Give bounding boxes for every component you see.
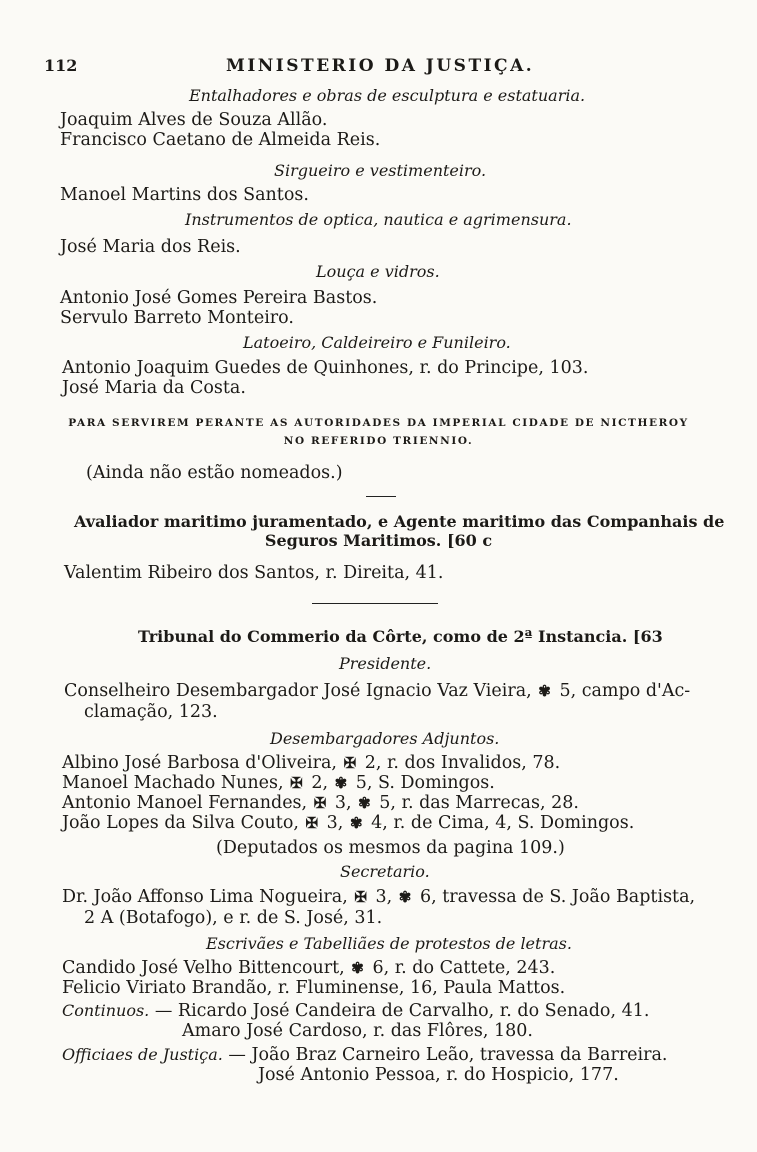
escrivao-entry: Felicio Viriato Brandão, r. Fluminense, 16, Paula Mattos.: [62, 978, 566, 998]
avaliador-entry: Valentim Ribeiro dos Santos, r. Direita, 41.: [64, 563, 444, 583]
avaliador-title-line1: Avaliador maritimo juramentado, e Agente maritimo das Companhais de: [74, 512, 725, 531]
adjuntos-heading: Desembargadores Adjuntos.: [270, 729, 500, 748]
tribunal-title: Tribunal do Commerio da Côrte, como de 2ª Instancia. [63: [138, 627, 663, 646]
adjunto-entry: Antonio Manoel Fernandes, ✠ 3, ✾ 5, r. das Marrecas, 28.: [62, 793, 579, 813]
cross-icon: ✠: [290, 774, 303, 792]
divider: [312, 603, 438, 604]
cross-icon: ✠: [343, 754, 357, 772]
rose-icon: ✾: [398, 888, 412, 906]
secretario-heading: Secretario.: [340, 862, 430, 881]
adjunto-entry: Albino José Barbosa d'Oliveira, ✠ 2, r. dos Invalidos, 78.: [62, 753, 561, 773]
officiaes-entry: Officiaes de Justiça. — João Braz Carneiro Leão, travessa da Barreira.: [62, 1045, 668, 1065]
rose-icon: ✾: [358, 794, 371, 812]
section-heading-sirgueiro: Sirgueiro e vestimenteiro.: [274, 161, 487, 180]
deputados-note: (Deputados os mesmos da pagina 109.): [216, 838, 565, 858]
rose-icon: ✾: [538, 682, 551, 700]
secretario-entry-cont: 2 A (Botafogo), e r. de S. José, 31.: [84, 908, 383, 928]
section-heading-louca: Louça e vidros.: [316, 262, 440, 281]
entry: Antonio José Gomes Pereira Bastos.: [60, 288, 378, 308]
entry: Francisco Caetano de Almeida Reis.: [60, 130, 381, 150]
entry: Manoel Martins dos Santos.: [60, 185, 309, 205]
page-number: 112: [44, 56, 78, 75]
rose-icon: ✾: [349, 814, 363, 832]
avaliador-title-line2: Seguros Maritimos. [60 c: [264, 531, 493, 550]
escrivaes-heading: Escrivães e Tabelliães de protestos de letras.: [206, 934, 572, 953]
entry: Servulo Barreto Monteiro.: [60, 308, 294, 328]
rose-icon: ✾: [351, 959, 364, 977]
section-heading-instrumentos: Instrumentos de optica, nautica e agrimensura.: [185, 210, 572, 229]
continuos-entry: Continuos. — Ricardo José Candeira de Carvalho, r. do Senado, 41.: [62, 1001, 650, 1021]
entry: Joaquim Alves de Souza Allão.: [60, 110, 328, 130]
cross-icon: ✠: [305, 814, 319, 832]
entry: José Maria dos Reis.: [60, 237, 241, 257]
officiaes-entry-2: José Antonio Pessoa, r. do Hospicio, 177.: [258, 1065, 619, 1085]
page-title: MINISTERIO DA JUSTIÇA.: [226, 56, 535, 76]
presidente-entry-cont: clamação, 123.: [84, 702, 218, 722]
section-heading-latoeiro: Latoeiro, Caldeireiro e Funileiro.: [243, 333, 511, 352]
niteroi-note: (Ainda não estão nomeados.): [86, 463, 343, 483]
adjunto-entry: Manoel Machado Nunes, ✠ 2, ✾ 5, S. Domingos.: [62, 773, 495, 793]
presidente-entry: Conselheiro Desembargador José Ignacio Vaz Vieira, ✾ 5, campo d'Ac-: [64, 681, 691, 701]
entry: Antonio Joaquim Guedes de Quinhones, r. do Principe, 103.: [62, 358, 589, 378]
rose-icon: ✾: [334, 774, 348, 792]
entry: José Maria da Costa.: [62, 378, 246, 398]
cross-icon: ✠: [354, 888, 367, 906]
niteroi-heading-line2: NO REFERIDO TRIENNIO.: [283, 435, 474, 447]
cross-icon: ✠: [313, 794, 327, 812]
secretario-entry: Dr. João Affonso Lima Nogueira, ✠ 3, ✾ 6, travessa de S. João Baptista,: [62, 887, 696, 907]
presidente-heading: Presidente.: [339, 654, 432, 673]
adjunto-entry: João Lopes da Silva Couto, ✠ 3, ✾ 4, r. de Cima, 4, S. Domingos.: [62, 813, 635, 833]
escrivao-entry: Candido José Velho Bittencourt, ✾ 6, r. do Cattete, 243.: [62, 958, 556, 978]
continuos-entry-2: Amaro José Cardoso, r. das Flôres, 180.: [182, 1021, 533, 1041]
divider: [366, 496, 396, 497]
niteroi-heading-line1: PARA SERVIREM PERANTE AS AUTORIDADES DA IMPERIAL CIDADE DE NICTHEROY: [68, 417, 689, 429]
section-heading-entalhadores: Entalhadores e obras de esculptura e estatuaria.: [189, 86, 586, 105]
